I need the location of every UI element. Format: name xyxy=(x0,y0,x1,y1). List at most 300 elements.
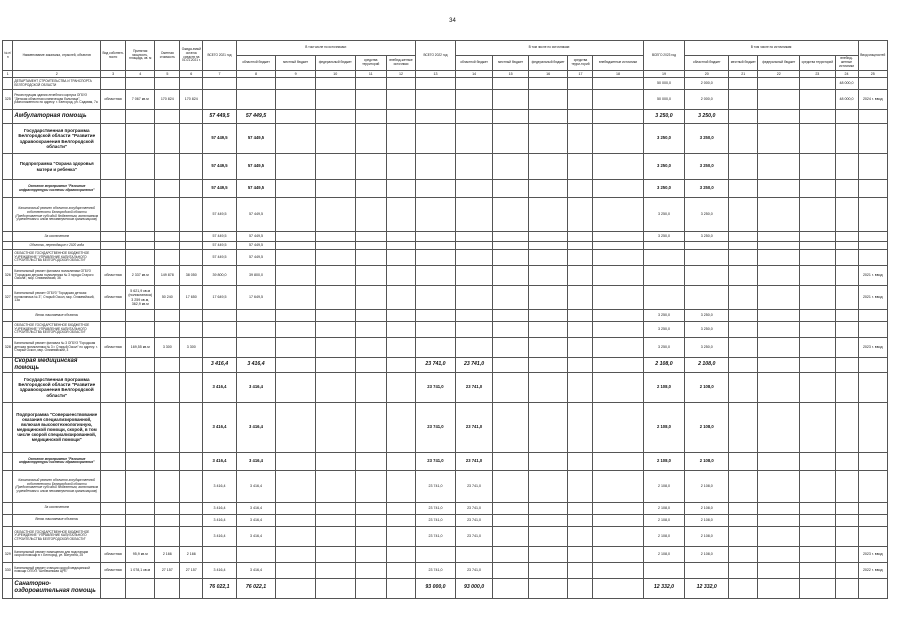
cell-t23: 2 108,0 xyxy=(643,502,685,514)
cell-cap xyxy=(126,578,155,598)
cell-t22 xyxy=(416,198,456,232)
cell-e22 xyxy=(593,232,643,242)
cell-tr22 xyxy=(568,546,593,562)
cell-t22: 23 741,0 xyxy=(416,470,456,502)
cell-r21: 17 649,5 xyxy=(236,286,276,310)
cell-tr23 xyxy=(800,90,835,110)
hdr-local-2022: местный бюджет xyxy=(493,56,528,71)
cell-r23: 2 108,0 xyxy=(685,526,729,546)
cell-l23 xyxy=(729,358,758,373)
cell-t23: 2 108,0 xyxy=(643,358,685,373)
cell-t21 xyxy=(203,546,236,562)
cell-tr23 xyxy=(800,372,835,402)
cell-f21 xyxy=(315,232,355,242)
row-name: Капитальный ремонт ОГБУЗ "Городская детская поликлиника № 3", Старый Оскол, мкр. Олимпийский, 13а xyxy=(13,286,101,310)
table-body xyxy=(3,71,888,599)
cell-r22 xyxy=(455,310,493,322)
cell-e22 xyxy=(593,250,643,266)
cell-cap xyxy=(126,180,155,198)
hdr-remaining: Ожида-емый остаток средств на 01.01.2021 г. xyxy=(180,41,203,71)
cell-f22 xyxy=(528,502,568,514)
cell-cap xyxy=(126,310,155,322)
cell-r21: 3 416,4 xyxy=(236,562,276,578)
cell-f22 xyxy=(528,546,568,562)
cell-tr22 xyxy=(568,266,593,286)
cell-f22 xyxy=(528,198,568,232)
cell-com xyxy=(858,78,887,90)
cell-own xyxy=(101,452,126,470)
cell-rem xyxy=(180,526,203,546)
cell-tr22 xyxy=(568,198,593,232)
cell-r22 xyxy=(455,180,493,198)
row-number: 329 xyxy=(3,546,13,562)
cell-r23: 3 250,0 xyxy=(685,154,729,180)
cell-tr21 xyxy=(355,310,386,322)
cell-f23 xyxy=(758,402,800,452)
cell-l22 xyxy=(493,338,528,358)
cell-e23 xyxy=(835,578,858,598)
cell-f21 xyxy=(315,78,355,90)
cell-t22 xyxy=(416,154,456,180)
cell-l23 xyxy=(729,180,758,198)
cell-rem xyxy=(180,78,203,90)
cell-est xyxy=(155,578,180,598)
cell-rem xyxy=(180,110,203,124)
cell-f23 xyxy=(758,526,800,546)
cell-com xyxy=(858,110,887,124)
table-row xyxy=(3,180,888,198)
cell-com xyxy=(858,502,887,514)
row-number: 326 xyxy=(3,266,13,286)
table-row xyxy=(3,322,888,338)
cell-t22 xyxy=(416,266,456,286)
cell-e21 xyxy=(386,502,415,514)
row-name: Реконструкция здания лечебного корпуса ОГБУЗ "Детская областная клиническая больница", расположенного по адресу: г. Белгород, ул. Садовая, 7а xyxy=(13,90,101,110)
cell-e21 xyxy=(386,154,415,180)
cell-r22: 23 741,0 xyxy=(455,358,493,373)
cell-f23 xyxy=(758,358,800,373)
cell-cap xyxy=(126,78,155,90)
cell-own: областная xyxy=(101,338,126,358)
cell-l21 xyxy=(276,470,316,502)
cell-f22 xyxy=(528,266,568,286)
cell-e21 xyxy=(386,546,415,562)
cell-f23 xyxy=(758,310,800,322)
cell-t23: 3 250,0 xyxy=(643,180,685,198)
hdr-ownership: Вид собствен-ности xyxy=(101,41,126,71)
cell-com: 2023 г. ввод xyxy=(858,546,887,562)
cell-rem xyxy=(180,502,203,514)
cell-tr23 xyxy=(800,402,835,452)
cell-com xyxy=(858,250,887,266)
row-number xyxy=(3,250,13,266)
cell-t23: 3 250,0 xyxy=(643,110,685,124)
cell-t21: 3 416,4 xyxy=(203,526,236,546)
cell-tr22 xyxy=(568,562,593,578)
cell-f21 xyxy=(315,250,355,266)
cell-l21 xyxy=(276,402,316,452)
cell-t21: 3 416,4 xyxy=(203,452,236,470)
cell-tr22 xyxy=(568,402,593,452)
cell-l22 xyxy=(493,198,528,232)
cell-e22 xyxy=(593,242,643,250)
cell-e22 xyxy=(593,154,643,180)
cell-tr22 xyxy=(568,338,593,358)
row-name: Капитальный ремонт объектов государственной собственности Белгородской области (Предоставление субсидий бюджетным, автономным учреждениям и иным некоммерческим организациям) xyxy=(13,470,101,502)
cell-e21 xyxy=(386,110,415,124)
cell-t21: 3 416,4 xyxy=(203,358,236,373)
cell-tr21 xyxy=(355,402,386,452)
cell-est: 50 240 xyxy=(155,286,180,310)
cell-l23 xyxy=(729,578,758,598)
cell-f22 xyxy=(528,372,568,402)
cell-tr23 xyxy=(800,310,835,322)
cell-f21 xyxy=(315,514,355,526)
cell-r21: 3 416,4 xyxy=(236,502,276,514)
row-number xyxy=(3,124,13,154)
cell-rem xyxy=(180,578,203,598)
hdr-extrabudget-2021: внебюд-жетные источники xyxy=(386,56,415,71)
cell-e23 xyxy=(835,452,858,470)
cell-l21 xyxy=(276,372,316,402)
cell-e23 xyxy=(835,266,858,286)
cell-l23 xyxy=(729,250,758,266)
cell-l21 xyxy=(276,124,316,154)
cell-t21: 57 449,5 xyxy=(203,124,236,154)
cell-l22 xyxy=(493,578,528,598)
cell-e22 xyxy=(593,338,643,358)
cell-e21 xyxy=(386,470,415,502)
cell-f23 xyxy=(758,78,800,90)
column-number: 7 xyxy=(203,71,236,78)
cell-est: 27 157 xyxy=(155,562,180,578)
cell-f22 xyxy=(528,78,568,90)
cell-e22 xyxy=(593,286,643,310)
cell-l21 xyxy=(276,358,316,373)
cell-com xyxy=(858,372,887,402)
cell-tr21 xyxy=(355,180,386,198)
cell-f23 xyxy=(758,154,800,180)
cell-l22 xyxy=(493,452,528,470)
cell-r23 xyxy=(685,286,729,310)
cell-own xyxy=(101,514,126,526)
cell-tr22 xyxy=(568,470,593,502)
table-row xyxy=(3,372,888,402)
cell-l22 xyxy=(493,154,528,180)
cell-r21: 57 449,5 xyxy=(236,232,276,242)
cell-l23 xyxy=(729,90,758,110)
cell-t21: 57 449,5 xyxy=(203,250,236,266)
cell-e23 xyxy=(835,402,858,452)
cell-r22: 23 741,0 xyxy=(455,514,493,526)
cell-est xyxy=(155,250,180,266)
cell-l23 xyxy=(729,514,758,526)
cell-t22 xyxy=(416,338,456,358)
cell-f23 xyxy=(758,322,800,338)
cell-tr21 xyxy=(355,546,386,562)
cell-r21: 57 449,5 xyxy=(236,198,276,232)
cell-tr23 xyxy=(800,78,835,90)
cell-t22: 23 741,0 xyxy=(416,402,456,452)
cell-est xyxy=(155,502,180,514)
cell-e23 xyxy=(835,250,858,266)
cell-tr21 xyxy=(355,338,386,358)
cell-l22 xyxy=(493,502,528,514)
cell-t21: 57 449,5 xyxy=(203,154,236,180)
row-name: Вновь начинаемые объекты xyxy=(13,514,101,526)
hdr-federal-2023: федеральный бюджет xyxy=(758,56,800,71)
cell-r21: 3 416,4 xyxy=(236,514,276,526)
cell-est xyxy=(155,452,180,470)
cell-tr23 xyxy=(800,124,835,154)
cell-f23 xyxy=(758,180,800,198)
cell-l23 xyxy=(729,78,758,90)
cell-tr22 xyxy=(568,578,593,598)
cell-l23 xyxy=(729,242,758,250)
cell-e23 xyxy=(835,358,858,373)
cell-est xyxy=(155,154,180,180)
cell-l22 xyxy=(493,78,528,90)
cell-r23: 3 250,0 xyxy=(685,124,729,154)
cell-f23 xyxy=(758,110,800,124)
row-number xyxy=(3,470,13,502)
cell-own: областная xyxy=(101,90,126,110)
cell-tr23 xyxy=(800,546,835,562)
cell-cap: 95,9 кв.м xyxy=(126,546,155,562)
cell-own xyxy=(101,372,126,402)
cell-l23 xyxy=(729,470,758,502)
cell-own xyxy=(101,154,126,180)
cell-f21 xyxy=(315,124,355,154)
cell-est xyxy=(155,110,180,124)
cell-e22 xyxy=(593,358,643,373)
cell-l21 xyxy=(276,78,316,90)
row-name: Вновь начинаемые объекты xyxy=(13,310,101,322)
cell-t23: 2 108,0 xyxy=(643,452,685,470)
cell-f22 xyxy=(528,578,568,598)
cell-e23 xyxy=(835,180,858,198)
cell-est xyxy=(155,322,180,338)
cell-tr23 xyxy=(800,514,835,526)
cell-rem xyxy=(180,452,203,470)
cell-l21 xyxy=(276,154,316,180)
cell-com xyxy=(858,514,887,526)
cell-t23: 3 250,0 xyxy=(643,124,685,154)
cell-f22 xyxy=(528,358,568,373)
row-number xyxy=(3,402,13,452)
cell-com xyxy=(858,242,887,250)
row-name: Основное мероприятие "Развитие инфраструктуры системы здравоохранения" xyxy=(13,180,101,198)
cell-rem xyxy=(180,124,203,154)
cell-r22 xyxy=(455,242,493,250)
row-name: Капитальный ремонт филиала поликлиники ОГБУЗ "Городская детская поликлиника № 3 города Старого Оскола", мкр. Олимпийский, 36 xyxy=(13,266,101,286)
cell-t21: 39 800,0 xyxy=(203,266,236,286)
row-number xyxy=(3,372,13,402)
row-number xyxy=(3,502,13,514)
table-row xyxy=(3,402,888,452)
cell-com xyxy=(858,402,887,452)
cell-l22 xyxy=(493,402,528,452)
hdr-capacity: Принятая мощность, площадь, кв. м xyxy=(126,41,155,71)
cell-r22: 23 741,0 xyxy=(455,402,493,452)
row-name: За исключением xyxy=(13,502,101,514)
cell-f21 xyxy=(315,90,355,110)
cell-rem xyxy=(180,402,203,452)
cell-t23 xyxy=(643,266,685,286)
row-name: Скорая медицинская помощь xyxy=(13,358,101,373)
row-name: ОБЛАСТНОЕ ГОСУДАРСТВЕННОЕ БЮДЖЕТНОЕ УЧРЕЖДЕНИЕ "УПРАВЛЕНИЕ КАПИТАЛЬНОГО СТРОИТЕЛЬСТВА БЕЛГОРОДСКОЙ ОБЛАСТИ" xyxy=(13,322,101,338)
cell-f23 xyxy=(758,452,800,470)
hdr-local-2023: местный бюджет xyxy=(729,56,758,71)
cell-l22 xyxy=(493,90,528,110)
cell-r23 xyxy=(685,250,729,266)
cell-f21 xyxy=(315,110,355,124)
cell-r22 xyxy=(455,90,493,110)
cell-cap xyxy=(126,502,155,514)
cell-com xyxy=(858,180,887,198)
cell-l21 xyxy=(276,526,316,546)
cell-r23: 2 000,0 xyxy=(685,90,729,110)
cell-t23: 50 000,0 xyxy=(643,78,685,90)
cell-com xyxy=(858,310,887,322)
cell-own: областная xyxy=(101,546,126,562)
cell-rem: 38 050 xyxy=(180,266,203,286)
cell-t23: 2 108,0 xyxy=(643,402,685,452)
cell-r21 xyxy=(236,322,276,338)
cell-est xyxy=(155,124,180,154)
cell-cap xyxy=(126,402,155,452)
cell-tr23 xyxy=(800,286,835,310)
row-name: За исключением xyxy=(13,232,101,242)
cell-f23 xyxy=(758,242,800,250)
cell-e23 xyxy=(835,546,858,562)
cell-e21 xyxy=(386,78,415,90)
hdr-commission: Ввод мощностей xyxy=(858,41,887,71)
cell-l21 xyxy=(276,90,316,110)
cell-est xyxy=(155,198,180,232)
cell-cap: 169,55 кв.м xyxy=(126,338,155,358)
cell-tr21 xyxy=(355,124,386,154)
cell-l22 xyxy=(493,526,528,546)
cell-tr22 xyxy=(568,502,593,514)
cell-e23: 48 000,0 xyxy=(835,78,858,90)
cell-e23 xyxy=(835,286,858,310)
cell-r23 xyxy=(685,266,729,286)
hdr-total-2022: ВСЕГО 2022 год xyxy=(416,41,456,71)
table-row xyxy=(3,310,888,322)
cell-tr22 xyxy=(568,358,593,373)
cell-l22 xyxy=(493,124,528,154)
cell-r23: 2 000,0 xyxy=(685,78,729,90)
cell-r23: 2 108,0 xyxy=(685,502,729,514)
cell-e23 xyxy=(835,242,858,250)
row-number: 330 xyxy=(3,562,13,578)
cell-f23 xyxy=(758,578,800,598)
cell-r21: 3 416,4 xyxy=(236,402,276,452)
cell-r21 xyxy=(236,310,276,322)
hdr-regional-2022: областной бюджет xyxy=(455,56,493,71)
cell-f22 xyxy=(528,154,568,180)
table-row xyxy=(3,502,888,514)
cell-e21 xyxy=(386,242,415,250)
row-number xyxy=(3,322,13,338)
cell-f21 xyxy=(315,322,355,338)
cell-r21: 57 449,5 xyxy=(236,180,276,198)
column-number: 16 xyxy=(528,71,568,78)
column-number: 22 xyxy=(758,71,800,78)
cell-tr23 xyxy=(800,242,835,250)
cell-f22 xyxy=(528,526,568,546)
cell-e22 xyxy=(593,78,643,90)
cell-com xyxy=(858,124,887,154)
cell-own: областная xyxy=(101,562,126,578)
column-number: 5 xyxy=(155,71,180,78)
row-name: Подпрограмма "Совершенствование оказания специализированной, включая высокотехнологичную, медицинской помощи, скорой, в том числе скорой специализированной, медицинской помощи" xyxy=(13,402,101,452)
cell-r22 xyxy=(455,154,493,180)
cell-tr22 xyxy=(568,322,593,338)
row-number: 325 xyxy=(3,90,13,110)
cell-f21 xyxy=(315,242,355,250)
cell-l21 xyxy=(276,110,316,124)
cell-tr21 xyxy=(355,358,386,373)
cell-e22 xyxy=(593,110,643,124)
cell-l22 xyxy=(493,250,528,266)
cell-e21 xyxy=(386,562,415,578)
cell-r21 xyxy=(236,90,276,110)
cell-r23: 12 332,0 xyxy=(685,578,729,598)
table-row xyxy=(3,526,888,546)
cell-l23 xyxy=(729,452,758,470)
cell-e21 xyxy=(386,232,415,242)
row-name: Капитальный ремонт объектов государственной собственности Белгородской области (Предоставление субсидий бюджетным, автономным учреждениям и иным некоммерческим организациям) xyxy=(13,198,101,232)
cell-rem: 3 300 xyxy=(180,338,203,358)
cell-com xyxy=(858,322,887,338)
cell-f23 xyxy=(758,266,800,286)
cell-tr23 xyxy=(800,562,835,578)
cell-e22 xyxy=(593,514,643,526)
row-name: ОБЛАСТНОЕ ГОСУДАРСТВЕННОЕ БЮДЖЕТНОЕ УЧРЕЖДЕНИЕ "УПРАВЛЕНИЕ КАПИТАЛЬНОГО СТРОИТЕЛЬСТВА БЕЛГОРОДСКОЙ ОБЛАСТИ" xyxy=(13,250,101,266)
cell-r21: 3 416,4 xyxy=(236,452,276,470)
cell-tr23 xyxy=(800,180,835,198)
table-row xyxy=(3,358,888,373)
cell-t21: 3 416,4 xyxy=(203,470,236,502)
cell-own xyxy=(101,250,126,266)
hdr-territory-2023: средства территорий xyxy=(800,56,835,71)
cell-r22: 23 741,0 xyxy=(455,526,493,546)
cell-tr23 xyxy=(800,502,835,514)
cell-t23: 2 108,0 xyxy=(643,526,685,546)
cell-l22 xyxy=(493,562,528,578)
column-number: 24 xyxy=(835,71,858,78)
page-number: 34 xyxy=(449,18,456,24)
row-name: Амбулаторная помощь xyxy=(13,110,101,124)
cell-r22 xyxy=(455,78,493,90)
cell-l22 xyxy=(493,180,528,198)
cell-tr21 xyxy=(355,78,386,90)
cell-t23: 2 108,0 xyxy=(643,514,685,526)
cell-est xyxy=(155,232,180,242)
cell-r22 xyxy=(455,286,493,310)
cell-t21 xyxy=(203,322,236,338)
cell-est xyxy=(155,514,180,526)
cell-l23 xyxy=(729,546,758,562)
cell-l22 xyxy=(493,514,528,526)
cell-r23: 2 108,0 xyxy=(685,452,729,470)
cell-t22: 23 741,0 xyxy=(416,526,456,546)
cell-tr23 xyxy=(800,232,835,242)
cell-f23 xyxy=(758,562,800,578)
cell-com: 2022 г. ввод xyxy=(858,562,887,578)
